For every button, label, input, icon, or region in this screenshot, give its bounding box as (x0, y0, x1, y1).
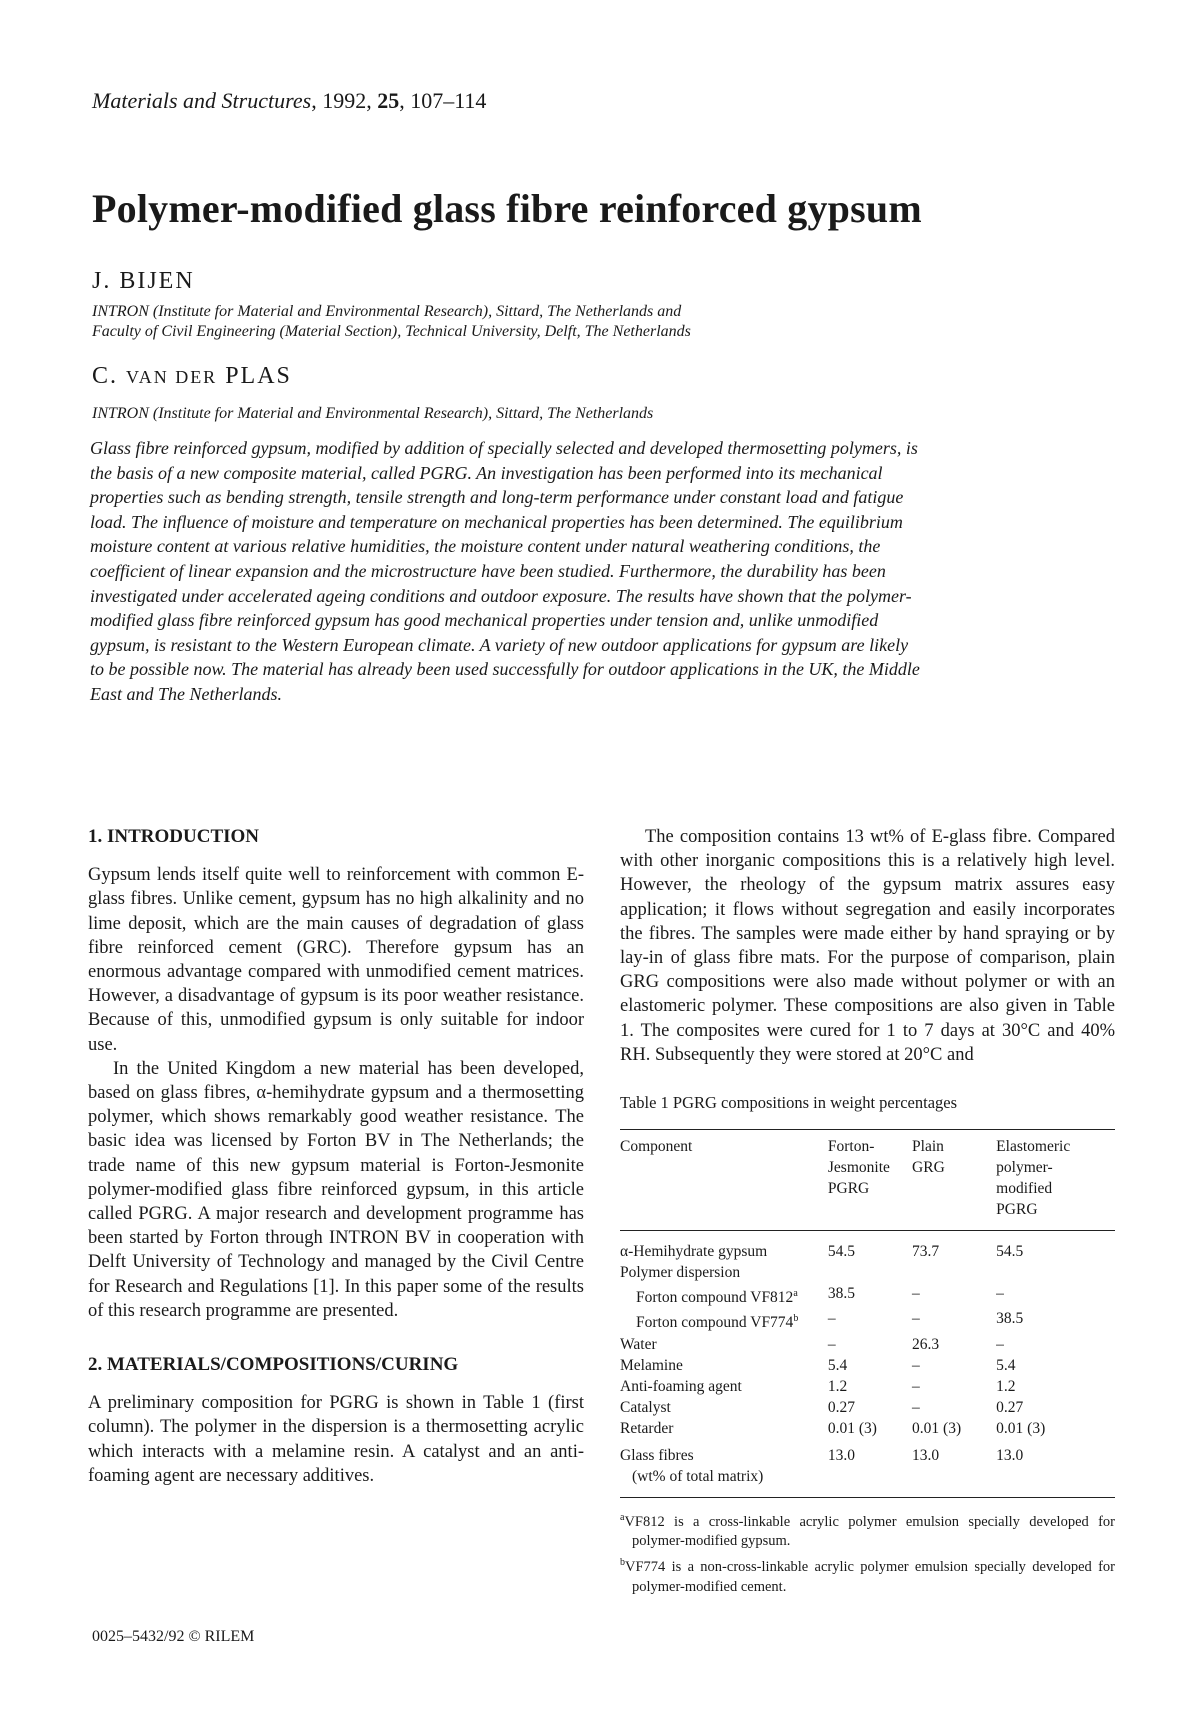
abstract (90, 436, 920, 707)
section-heading-introduction: 1. INTRODUCTION (88, 826, 260, 847)
footnote-text: VF812 is a cross-linkable acrylic polymer emulsion specially developed for polymer-modified gypsum. (624, 1513, 1115, 1550)
right-column (620, 825, 1115, 1599)
abstract-text: Glass fibre reinforced gypsum, modified by addition of specially selected and developed thermosetting polymers, is the basis of a new composite material, called PGRG. An investigation has been performed into its mechanical properties such as bending strength, tensile strength and long-term performance under constant load and fatigue load. The influence of moisture and temperature on mechanical properties has been determined. The equilibrium moisture content at various relative humidities, the moisture content under natural weathering conditions, the coefficient of linear expansion and the microstructure have been studied. Furthermore, the durability has been investigated under accelerated ageing conditions and outdoor exposure. The results have shown that the polymer-modified glass fibre reinforced gypsum has good mechanical properties under tension and, unlike unmodified gypsum, is resistant to the Western European climate. A variety of new outdoor applications for gypsum are likely to be possible now. The material has already been used successfully for outdoor applications in the UK, the Middle East and The Netherlands. (90, 438, 920, 704)
journal-name: Materials and Structures (92, 88, 312, 113)
table-cell: – (827, 1335, 836, 1353)
table-cell (828, 1262, 912, 1283)
journal-volume: 25 (377, 88, 400, 113)
section-heading-materials: 2. MATERIALS/COMPOSITIONS/CURING (88, 1354, 459, 1376)
affiliation-line: INTRON (Institute for Material and Environmental Research), Sittard, The Netherlands and (92, 303, 682, 320)
table-caption: Table 1 PGRG compositions in weight percentages (620, 1093, 958, 1113)
materials-paragraph-1: A preliminary composition for PGRG is shown in Table 1 (first column). The polymer in the dispersion is a thermosetting acrylic which interacts with a melamine resin. A catalyst and an anti-foaming agent are necessary additives. (88, 1393, 584, 1486)
row-label (620, 1439, 828, 1498)
row-label (620, 1283, 828, 1308)
table-row (620, 1308, 1115, 1333)
author-1-affiliation (92, 302, 691, 342)
table-row (620, 1439, 1115, 1498)
right-paragraph-1: The composition contains 13 wt% of E-glass fibre. Compared with other inorganic compositions this is a relatively high level. However, the rheology of the gypsum matrix assures easy application; it flows without segregation and easily incorporates the fibres. The samples were made either by hand spraying or by lay-in of glass fibre mats. For the purpose of comparison, plain GRG compositions were also made without polymer or with an elastomeric polymer. These compositions are also given in Table 1. The composites were cured for 1 to 7 days at 30°C and 40% RH. Subsequently they were stored at 20°C and (620, 827, 1115, 1065)
row-label-text: Glass fibres (620, 1446, 694, 1464)
row-label: Melamine (620, 1356, 683, 1374)
left-column (88, 825, 584, 1488)
footnote-marker: b (620, 1557, 625, 1569)
footnote (620, 1508, 1115, 1552)
table-cell: 5.4 (996, 1356, 1016, 1374)
table-cell: – (996, 1285, 1004, 1303)
row-label: Anti-foaming agent (620, 1377, 742, 1395)
table-header-row (620, 1130, 1115, 1231)
table-cell: 13.0 (828, 1439, 912, 1498)
row-label: Polymer dispersion (620, 1264, 741, 1282)
table-cell: – (912, 1285, 920, 1303)
row-label: Water (620, 1335, 657, 1353)
composition-table (620, 1129, 1115, 1497)
table-cell: 1.2 (827, 1377, 848, 1395)
table-cell: 73.7 (912, 1243, 940, 1261)
table-cell: 13.0 (996, 1439, 1115, 1498)
table-row (620, 1355, 1115, 1376)
table-row (620, 1262, 1115, 1283)
affiliation-line: INTRON (Institute for Material and Environmental Research), Sittard, The Netherlands (92, 405, 654, 422)
intro-paragraph-2: In the United Kingdom a new material has been developed, based on glass fibres, α-hemihydrate gypsum and a thermosetting polymer, which shows remarkably good weather resistance. The basic idea was licensed by Forton BV in The Netherlands; the trade name of this new gypsum material is Forton-Jesmonite polymer-modified glass fibre reinforced gypsum, in this article called PGRG. A major research and development programme has been started by Forton through INTRON BV in cooperation with Delft University of Technology and managed by the Civil Centre for Research and Regulations [1]. In this paper some of the results of this research programme are presented. (88, 1058, 584, 1321)
table-cell: – (827, 1310, 836, 1328)
row-label (620, 1308, 828, 1333)
intro-paragraph-1: Gypsum lends itself quite well to reinforcement with common E-glass fibres. Unlike cement, gypsum has no high alkalinity and no lime deposit, which are the main causes of degradation of glass fibre reinforced cement (GRC). Therefore gypsum has an enormous advantage compared with unmodified cement matrices. However, a disadvantage of gypsum is its poor weather resistance. Because of this, unmodified gypsum is only suitable for indoor use. (88, 865, 584, 1055)
author-2 (92, 363, 292, 390)
journal-pages: , 107–114 (399, 88, 487, 113)
journal-citation (92, 88, 486, 114)
table-cell: 0.27 (996, 1398, 1024, 1416)
author-2-affiliation (92, 404, 653, 424)
author-1: J. BIJEN (92, 268, 195, 294)
copyright-footer: 0025–5432/92 © RILEM (92, 1628, 255, 1645)
table-cell: 26.3 (912, 1335, 940, 1353)
journal-year: , 1992, (311, 88, 378, 113)
table-row (620, 1397, 1115, 1418)
row-label-note: (wt% of total matrix) (632, 1467, 764, 1485)
table-cell (912, 1262, 996, 1283)
paper-title: Polymer-modified glass fibre reinforced gypsum (92, 186, 922, 231)
row-label-text: Forton compound VF812 (636, 1289, 794, 1307)
row-label: α-Hemihydrate gypsum (620, 1243, 768, 1261)
table-cell: 0.01 (3) (912, 1419, 962, 1437)
table-row (620, 1334, 1115, 1355)
table-cell: 5.4 (827, 1356, 848, 1374)
table-cell (996, 1262, 1115, 1283)
table-cell: – (912, 1356, 920, 1374)
author-2-particle: VAN DER (126, 367, 218, 387)
table-row (620, 1231, 1115, 1263)
table-row (620, 1418, 1115, 1439)
author-2-initial: C. (92, 363, 127, 389)
table-cell: 54.5 (827, 1243, 856, 1261)
table-cell: 1.2 (996, 1377, 1016, 1395)
table-cell: 13.0 (912, 1439, 996, 1498)
row-label: Retarder (620, 1419, 674, 1437)
footnote (620, 1553, 1115, 1597)
table-cell: 38.5 (827, 1285, 856, 1303)
row-label: Catalyst (620, 1398, 671, 1416)
table-header-cell: Forton- Jesmonite PGRG (828, 1130, 912, 1231)
table-header-cell: Plain GRG (912, 1130, 996, 1231)
table-footnotes (620, 1508, 1115, 1598)
table-cell: 0.01 (3) (996, 1419, 1046, 1437)
table-cell: 0.27 (827, 1398, 856, 1416)
footnote-marker: a (620, 1511, 625, 1523)
table-header-cell: Component (620, 1130, 828, 1231)
table-cell: 0.01 (3) (827, 1419, 877, 1437)
table-cell: 38.5 (996, 1310, 1024, 1328)
footnote-marker: b (793, 1313, 799, 1325)
table-cell: – (912, 1398, 920, 1416)
table-cell: – (912, 1377, 920, 1395)
footnote-marker: a (793, 1288, 798, 1300)
row-label-text: Forton compound VF774 (636, 1314, 794, 1332)
table-cell: – (996, 1335, 1004, 1353)
table-cell: – (912, 1310, 920, 1328)
table-cell: 54.5 (996, 1243, 1024, 1261)
footnote-text: VF774 is a non-cross-linkable acrylic polymer emulsion specially developed for polymer-modified cement. (625, 1559, 1115, 1596)
table-row (620, 1376, 1115, 1397)
table-header-cell: Elastomeric polymer- modified PGRG (996, 1130, 1115, 1231)
affiliation-line: Faculty of Civil Engineering (Material Section), Technical University, Delft, The Netherlands (92, 323, 691, 340)
author-2-surname: PLAS (217, 363, 292, 389)
table-row (620, 1283, 1115, 1308)
